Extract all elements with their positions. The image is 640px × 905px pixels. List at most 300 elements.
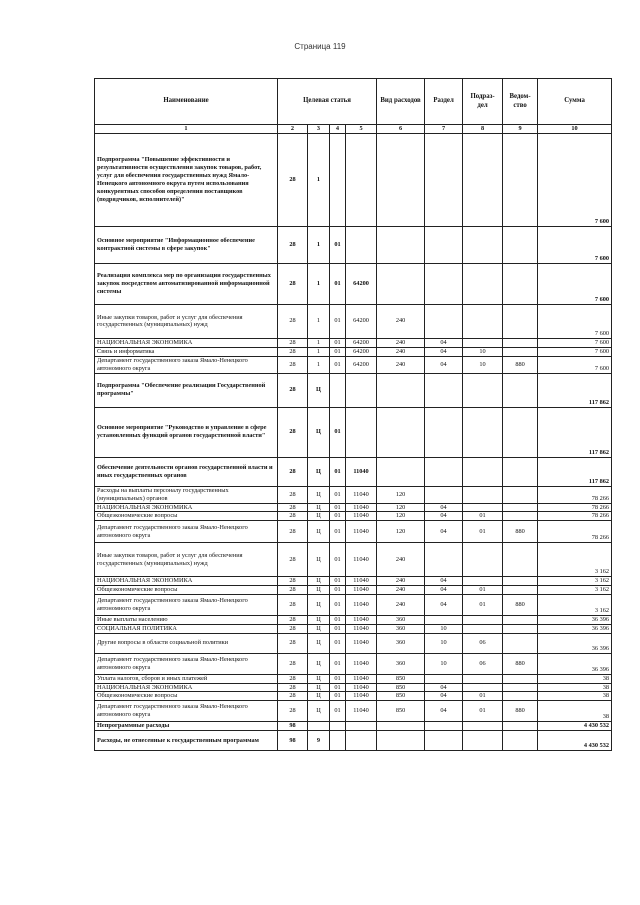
row-name: НАЦИОНАЛЬНАЯ ЭКОНОМИКА	[95, 577, 278, 586]
row-subsection: 01	[463, 586, 503, 595]
row-dept	[503, 683, 538, 692]
row-program: 28	[278, 226, 308, 263]
row-section: 10	[425, 633, 463, 653]
row-dept	[503, 731, 538, 751]
col-header-section: Раздел	[425, 79, 463, 125]
row-program: 28	[278, 595, 308, 616]
row-section	[425, 263, 463, 304]
row-event: 01	[330, 226, 346, 263]
row-expense-type: 240	[377, 338, 425, 347]
row-sum: 3 162	[538, 595, 612, 616]
row-direction: 11040	[346, 624, 377, 633]
row-dept: 880	[503, 356, 538, 373]
row-section	[425, 304, 463, 338]
row-sum: 3 162	[538, 543, 612, 577]
row-expense-type: 850	[377, 674, 425, 683]
row-program: 28	[278, 512, 308, 521]
col-number: 7	[425, 125, 463, 134]
row-subsection: 01	[463, 701, 503, 722]
row-section	[425, 543, 463, 577]
row-direction: 11040	[346, 633, 377, 653]
row-subprogram: Ц	[308, 457, 330, 486]
row-section	[425, 133, 463, 226]
row-event: 01	[330, 616, 346, 625]
row-expense-type: 850	[377, 692, 425, 701]
row-sum: 4 430 532	[538, 722, 612, 731]
row-subsection	[463, 616, 503, 625]
row-event: 01	[330, 457, 346, 486]
row-direction: 11040	[346, 577, 377, 586]
row-program: 28	[278, 653, 308, 674]
row-name: Уплата налогов, сборов и иных платежей	[95, 674, 278, 683]
row-direction: 11040	[346, 701, 377, 722]
row-event: 01	[330, 577, 346, 586]
row-event: 01	[330, 674, 346, 683]
row-section: 04	[425, 356, 463, 373]
row-expense-type	[377, 133, 425, 226]
row-event: 01	[330, 595, 346, 616]
row-section: 04	[425, 503, 463, 512]
table-row	[95, 521, 612, 543]
row-dept	[503, 407, 538, 457]
row-subsection: 01	[463, 595, 503, 616]
row-subsection	[463, 674, 503, 683]
row-sum: 7 600	[538, 133, 612, 226]
row-sum: 78 266	[538, 486, 612, 503]
row-section: 04	[425, 595, 463, 616]
row-expense-type: 240	[377, 586, 425, 595]
row-event: 01	[330, 586, 346, 595]
row-subsection	[463, 722, 503, 731]
row-subprogram: Ц	[308, 373, 330, 407]
row-section: 04	[425, 692, 463, 701]
row-event: 01	[330, 356, 346, 373]
row-direction	[346, 133, 377, 226]
row-name: СОЦИАЛЬНАЯ ПОЛИТИКА	[95, 624, 278, 633]
table-header-row	[95, 79, 612, 125]
col-header-subsection: Подраз- дел	[463, 79, 503, 125]
row-name: Расходы на выплаты персоналу государственных (муниципальных) органов	[95, 486, 278, 503]
row-program: 28	[278, 633, 308, 653]
row-program: 28	[278, 133, 308, 226]
row-subsection	[463, 624, 503, 633]
row-subsection: 06	[463, 633, 503, 653]
row-subprogram: 9	[308, 731, 330, 751]
row-sum: 7 600	[538, 338, 612, 347]
row-subsection	[463, 407, 503, 457]
row-name: Непрограммные расходы	[95, 722, 278, 731]
row-program: 28	[278, 624, 308, 633]
row-direction	[346, 407, 377, 457]
row-sum: 36 396	[538, 653, 612, 674]
row-program: 28	[278, 674, 308, 683]
row-subsection: 10	[463, 356, 503, 373]
row-subprogram: Ц	[308, 683, 330, 692]
table-row	[95, 347, 612, 356]
row-expense-type: 850	[377, 683, 425, 692]
row-dept	[503, 577, 538, 586]
row-event: 01	[330, 503, 346, 512]
row-dept	[503, 133, 538, 226]
row-expense-type: 120	[377, 486, 425, 503]
row-expense-type	[377, 457, 425, 486]
row-sum: 36 396	[538, 616, 612, 625]
row-subsection: 06	[463, 653, 503, 674]
row-subprogram: 1	[308, 347, 330, 356]
row-subsection	[463, 577, 503, 586]
row-name: Общеэкономические вопросы	[95, 512, 278, 521]
row-section: 04	[425, 577, 463, 586]
row-section: 10	[425, 653, 463, 674]
row-sum: 78 266	[538, 521, 612, 543]
row-event: 01	[330, 338, 346, 347]
table-row	[95, 543, 612, 577]
row-sum: 117 862	[538, 407, 612, 457]
row-subprogram: Ц	[308, 521, 330, 543]
row-name: Департамент государственного заказа Ямало-Ненецкого автономного округа	[95, 595, 278, 616]
row-program: 28	[278, 263, 308, 304]
col-number: 9	[503, 125, 538, 134]
table-row	[95, 304, 612, 338]
table-row	[95, 457, 612, 486]
row-direction: 11040	[346, 674, 377, 683]
row-expense-type	[377, 373, 425, 407]
row-expense-type	[377, 263, 425, 304]
row-event	[330, 373, 346, 407]
row-direction: 11040	[346, 486, 377, 503]
row-name: Основное мероприятие "Руководство и управление в сфере установленных функций органов государственной власти"	[95, 407, 278, 457]
row-section	[425, 226, 463, 263]
row-name: Реализация комплекса мер по организации государственных закупок посредством автоматизированной информационной системы	[95, 263, 278, 304]
row-dept	[503, 263, 538, 304]
row-subprogram: Ц	[308, 633, 330, 653]
row-name: НАЦИОНАЛЬНАЯ ЭКОНОМИКА	[95, 683, 278, 692]
row-dept	[503, 373, 538, 407]
row-direction	[346, 226, 377, 263]
row-subprogram: Ц	[308, 595, 330, 616]
row-expense-type	[377, 407, 425, 457]
row-dept	[503, 503, 538, 512]
row-subsection	[463, 226, 503, 263]
row-event: 01	[330, 692, 346, 701]
row-subsection	[463, 731, 503, 751]
row-program: 28	[278, 338, 308, 347]
row-subprogram: Ц	[308, 653, 330, 674]
row-section: 04	[425, 586, 463, 595]
row-direction: 11040	[346, 653, 377, 674]
row-program: 28	[278, 486, 308, 503]
row-event: 01	[330, 633, 346, 653]
col-number: 8	[463, 125, 503, 134]
row-expense-type: 360	[377, 624, 425, 633]
row-event: 01	[330, 653, 346, 674]
row-dept: 880	[503, 701, 538, 722]
row-direction: 64200	[346, 347, 377, 356]
row-event	[330, 722, 346, 731]
row-subprogram: Ц	[308, 503, 330, 512]
row-expense-type: 360	[377, 633, 425, 653]
col-header-target: Целевая статья	[278, 79, 377, 125]
row-direction: 11040	[346, 521, 377, 543]
row-subsection: 01	[463, 521, 503, 543]
row-sum: 117 862	[538, 457, 612, 486]
row-direction: 11040	[346, 683, 377, 692]
row-expense-type	[377, 226, 425, 263]
row-name: Департамент государственного заказа Ямало-Ненецкого автономного округа	[95, 521, 278, 543]
row-subprogram: Ц	[308, 692, 330, 701]
row-name: Связь и информатика	[95, 347, 278, 356]
row-program: 28	[278, 701, 308, 722]
row-expense-type: 120	[377, 521, 425, 543]
table-row	[95, 683, 612, 692]
row-direction: 64200	[346, 338, 377, 347]
row-section	[425, 373, 463, 407]
row-dept	[503, 512, 538, 521]
row-subprogram: 1	[308, 263, 330, 304]
row-section	[425, 731, 463, 751]
table-row	[95, 624, 612, 633]
row-section	[425, 674, 463, 683]
row-name: Расходы, не отнесенные к государственным программам	[95, 731, 278, 751]
row-direction: 64200	[346, 304, 377, 338]
row-section: 10	[425, 624, 463, 633]
table-row	[95, 263, 612, 304]
row-expense-type: 120	[377, 512, 425, 521]
row-subsection	[463, 486, 503, 503]
row-name: Общеэкономические вопросы	[95, 692, 278, 701]
row-section	[425, 722, 463, 731]
row-subprogram: 1	[308, 356, 330, 373]
col-number: 10	[538, 125, 612, 134]
table-row	[95, 731, 612, 751]
row-expense-type: 360	[377, 653, 425, 674]
row-section	[425, 486, 463, 503]
row-direction: 11040	[346, 503, 377, 512]
col-header-sum: Сумма	[538, 79, 612, 125]
row-dept: 880	[503, 653, 538, 674]
row-subsection: 01	[463, 692, 503, 701]
row-program: 28	[278, 347, 308, 356]
row-name: Другие вопросы в области социальной политики	[95, 633, 278, 653]
row-sum: 7 600	[538, 226, 612, 263]
row-sum: 38	[538, 683, 612, 692]
row-event: 01	[330, 486, 346, 503]
row-subsection	[463, 543, 503, 577]
table-row	[95, 633, 612, 653]
row-subsection	[463, 304, 503, 338]
row-subprogram: Ц	[308, 577, 330, 586]
table-row	[95, 616, 612, 625]
row-event: 01	[330, 512, 346, 521]
row-sum: 3 162	[538, 586, 612, 595]
row-subsection	[463, 503, 503, 512]
table-row	[95, 503, 612, 512]
row-subsection	[463, 373, 503, 407]
row-dept	[503, 338, 538, 347]
row-subsection	[463, 457, 503, 486]
row-section: 04	[425, 512, 463, 521]
row-dept	[503, 226, 538, 263]
row-direction: 11040	[346, 595, 377, 616]
row-subsection: 10	[463, 347, 503, 356]
row-program: 28	[278, 373, 308, 407]
table-row	[95, 226, 612, 263]
row-program: 28	[278, 304, 308, 338]
table-row	[95, 512, 612, 521]
page-number-header: Страница 119	[294, 42, 346, 51]
row-expense-type: 850	[377, 701, 425, 722]
row-section	[425, 457, 463, 486]
row-event: 01	[330, 304, 346, 338]
row-program: 28	[278, 577, 308, 586]
row-dept	[503, 633, 538, 653]
row-subprogram	[308, 722, 330, 731]
row-subsection	[463, 338, 503, 347]
column-number-row	[95, 125, 612, 134]
row-name: Подпрограмма "Повышение эффективности и результативности осуществления закупок товаров, работ, услуг для обеспечения государственных нужд Ямало-Ненецкого автономного округа путем использования конкурентных способов определения поставщиков (подрядчиков, исполнителей)"	[95, 133, 278, 226]
row-program: 28	[278, 586, 308, 595]
budget-table	[94, 78, 612, 751]
row-name: Департамент государственного заказа Ямало-Ненецкого автономного округа	[95, 653, 278, 674]
row-dept: 880	[503, 595, 538, 616]
row-expense-type: 360	[377, 616, 425, 625]
row-dept	[503, 616, 538, 625]
row-event: 01	[330, 701, 346, 722]
row-name: Иные выплаты населению	[95, 616, 278, 625]
row-name: Обеспечение деятельности органов государственной власти и иных государственных органов	[95, 457, 278, 486]
row-section	[425, 407, 463, 457]
row-program: 28	[278, 692, 308, 701]
row-subprogram: Ц	[308, 512, 330, 521]
row-event: 01	[330, 347, 346, 356]
row-sum: 36 396	[538, 624, 612, 633]
row-dept	[503, 722, 538, 731]
row-dept: 880	[503, 521, 538, 543]
row-expense-type	[377, 731, 425, 751]
row-subprogram: Ц	[308, 624, 330, 633]
row-direction	[346, 373, 377, 407]
table-row	[95, 674, 612, 683]
row-name: Иные закупки товаров, работ и услуг для обеспечения государственных (муниципальных) нужд	[95, 543, 278, 577]
row-direction	[346, 722, 377, 731]
row-program: 28	[278, 521, 308, 543]
row-subprogram: Ц	[308, 543, 330, 577]
row-dept	[503, 692, 538, 701]
row-subprogram: Ц	[308, 701, 330, 722]
row-program: 28	[278, 356, 308, 373]
col-number: 2	[278, 125, 308, 134]
col-header-dept: Ведом- ство	[503, 79, 538, 125]
row-name: НАЦИОНАЛЬНАЯ ЭКОНОМИКА	[95, 503, 278, 512]
row-sum: 38	[538, 692, 612, 701]
row-name: Иные закупки товаров, работ и услуг для обеспечения государственных (муниципальных) нужд	[95, 304, 278, 338]
row-direction: 11040	[346, 512, 377, 521]
col-number: 3	[308, 125, 330, 134]
row-dept	[503, 457, 538, 486]
row-subprogram: Ц	[308, 407, 330, 457]
row-section: 04	[425, 701, 463, 722]
table-row	[95, 338, 612, 347]
row-section: 04	[425, 347, 463, 356]
row-expense-type: 240	[377, 356, 425, 373]
row-event: 01	[330, 263, 346, 304]
row-program: 98	[278, 722, 308, 731]
row-dept	[503, 674, 538, 683]
row-subprogram: 1	[308, 304, 330, 338]
table-row	[95, 133, 612, 226]
row-sum: 7 600	[538, 304, 612, 338]
row-direction	[346, 731, 377, 751]
row-section: 04	[425, 338, 463, 347]
row-program: 28	[278, 457, 308, 486]
row-name: Общеэкономические вопросы	[95, 586, 278, 595]
table-row	[95, 701, 612, 722]
row-sum: 78 266	[538, 512, 612, 521]
row-name: НАЦИОНАЛЬНАЯ ЭКОНОМИКА	[95, 338, 278, 347]
row-subprogram: 1	[308, 338, 330, 347]
row-direction: 11040	[346, 586, 377, 595]
row-name: Департамент государственного заказа Ямало-Ненецкого автономного округа	[95, 356, 278, 373]
table-row	[95, 722, 612, 731]
row-expense-type: 240	[377, 595, 425, 616]
row-dept	[503, 347, 538, 356]
row-dept	[503, 543, 538, 577]
table-row	[95, 407, 612, 457]
row-sum: 3 162	[538, 577, 612, 586]
row-subsection	[463, 263, 503, 304]
row-expense-type: 240	[377, 304, 425, 338]
row-event	[330, 133, 346, 226]
row-subprogram: Ц	[308, 586, 330, 595]
row-subsection: 01	[463, 512, 503, 521]
row-expense-type	[377, 722, 425, 731]
table-row	[95, 373, 612, 407]
row-dept	[503, 624, 538, 633]
table-row	[95, 692, 612, 701]
row-section: 04	[425, 521, 463, 543]
row-sum: 117 862	[538, 373, 612, 407]
row-event: 01	[330, 683, 346, 692]
row-sum: 7 600	[538, 263, 612, 304]
table-row	[95, 586, 612, 595]
row-sum: 38	[538, 701, 612, 722]
table-row	[95, 577, 612, 586]
row-program: 28	[278, 683, 308, 692]
col-header-type: Вид расходов	[377, 79, 425, 125]
row-program: 28	[278, 503, 308, 512]
row-event	[330, 731, 346, 751]
row-expense-type: 240	[377, 347, 425, 356]
col-number: 1	[95, 125, 278, 134]
row-expense-type: 240	[377, 543, 425, 577]
row-program: 98	[278, 731, 308, 751]
row-sum: 7 600	[538, 356, 612, 373]
row-subprogram: 1	[308, 133, 330, 226]
row-subprogram: Ц	[308, 486, 330, 503]
col-number: 5	[346, 125, 377, 134]
row-name: Департамент государственного заказа Ямало-Ненецкого автономного округа	[95, 701, 278, 722]
row-sum: 4 430 532	[538, 731, 612, 751]
row-section	[425, 616, 463, 625]
row-subprogram: Ц	[308, 674, 330, 683]
row-expense-type: 120	[377, 503, 425, 512]
row-program: 28	[278, 543, 308, 577]
row-event: 01	[330, 521, 346, 543]
row-program: 28	[278, 407, 308, 457]
row-dept	[503, 486, 538, 503]
row-sum: 7 600	[538, 347, 612, 356]
row-dept	[503, 586, 538, 595]
